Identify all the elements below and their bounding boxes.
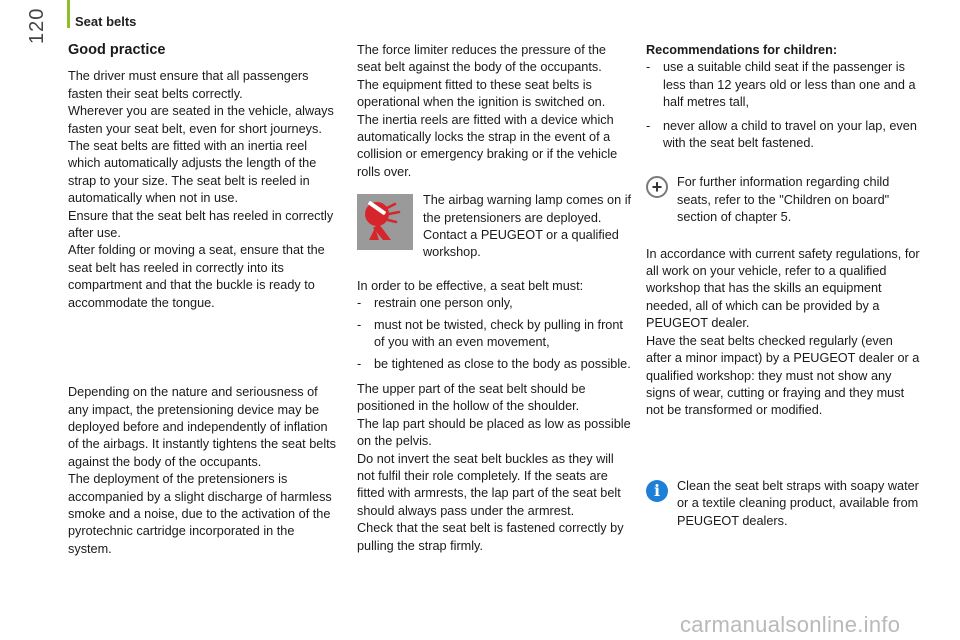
section-title: Seat belts [75,14,137,29]
cleaning-note [646,478,921,530]
list-item: - must not be twisted, check by pulling in front of you with an even movement, [357,317,623,350]
list-marker: - [646,118,651,133]
list-marker: - [357,317,362,332]
paragraph: The force limiter reduces the pressure of the seat belt against the body of the occupants. [357,43,606,75]
paragraph: The deployment of the pretensioners is accompanied by a slight discharge of harmless smoke and a noise, due to the activation of the pyrotechnic cartridge incorporated in the system. [68,472,332,556]
list-marker: - [357,356,362,371]
note-text: For further information regarding child seats, refer to the "Children on board" section of chapter 5. [677,175,890,225]
warning-text: The airbag warning lamp comes on if the pretensioners are deployed. Contact a PEUGEOT or a qualified workshop. [423,193,632,260]
paragraph: In accordance with current safety regulations, for all work on your vehicle, refer to a qualified workshop that has the skills an equipment needed, all of which can be provided by a PEUGEOT dealer. [646,246,920,331]
paragraph: The upper part of the seat belt should be positioned in the hollow of the shoulder. [357,381,586,414]
children-recommendations-title: Recommendations for children: [646,43,838,57]
section-accent-bar [67,0,70,28]
paragraph: Check that the seat belt is fastened correctly by pulling the strap firmly. [357,521,624,553]
list-intro: In order to be effective, a seat belt must: [357,278,584,293]
paragraph: After folding or moving a seat, ensure that the seat belt has reeled in correctly into its compartment and that the buckle is ready to accommodate the tongue. [68,243,325,310]
page-number: 120 [26,7,48,44]
paragraph: The equipment fitted to these seat belts is operational when the ignition is switched on. [357,77,606,110]
column-right [646,42,921,530]
paragraph: Ensure that the seat belt has reeled in correctly after use. [68,208,334,241]
plus-icon: + [646,176,668,198]
paragraph: Have the seat belts checked regularly (even after a minor impact) by a PEUGEOT dealer or a qualified workshop: they must not show any signs of wear, cutting or fraying and they must not be transformed or modified. [646,333,920,418]
list-marker: - [357,296,362,311]
children-recommendations-list [646,59,921,152]
airbag-warning-lamp-icon [357,194,413,250]
paragraph: Wherever you are seated in the vehicle, always fasten your seat belt, even for short journeys. [68,104,334,136]
paragraph: The driver must ensure that all passengers fasten their seat belts correctly. [68,69,309,101]
child-seats-note [646,174,921,226]
list-item: - never allow a child to travel on your lap, even with the seat belt fastened. [646,118,917,151]
list-item: - use a suitable child seat if the passenger is less than 12 years old or less than one and a half metres tall, [646,60,916,110]
paragraph: The inertia reels are fitted with a device which automatically locks the strap in the event of a collision or emergency braking or if the vehicle rolls over. [357,112,618,179]
list-marker: - [646,60,651,75]
paragraph: The lap part should be placed as low as possible on the pelvis. [357,416,631,449]
list-item: - restrain one person only, [357,295,632,312]
seat-belt-requirements-list [357,295,632,373]
column-middle [357,42,632,555]
paragraph: Depending on the nature and seriousness of any impact, the pretensioning device may be deployed before and independently of inflation of the airbags. It instantly tightens the seat belts against the body of the occupants. [68,385,337,469]
paragraph: The seat belts are fitted with an inertia reel which automatically adjusts the length of the strap to your size. The seat belt is reeled in automatically when not in use. [68,139,317,206]
paragraph: Do not invert the seat belt buckles as they will not fulfil their role completely. If the seats are fitted with armrests, the lap part of the seat belt should always pass under the armrest. [357,451,621,518]
column-left [68,42,340,558]
list-item: - be tightened as close to the body as possible. [357,356,632,373]
info-icon: i [646,480,668,502]
good-practice-heading: Good practice [68,42,166,58]
note-text: Clean the seat belt straps with soapy water or a textile cleaning product, available from PEUGEOT dealers. [677,478,919,528]
watermark: carmanualsonline.info [680,612,901,637]
airbag-warning-note [357,192,632,262]
